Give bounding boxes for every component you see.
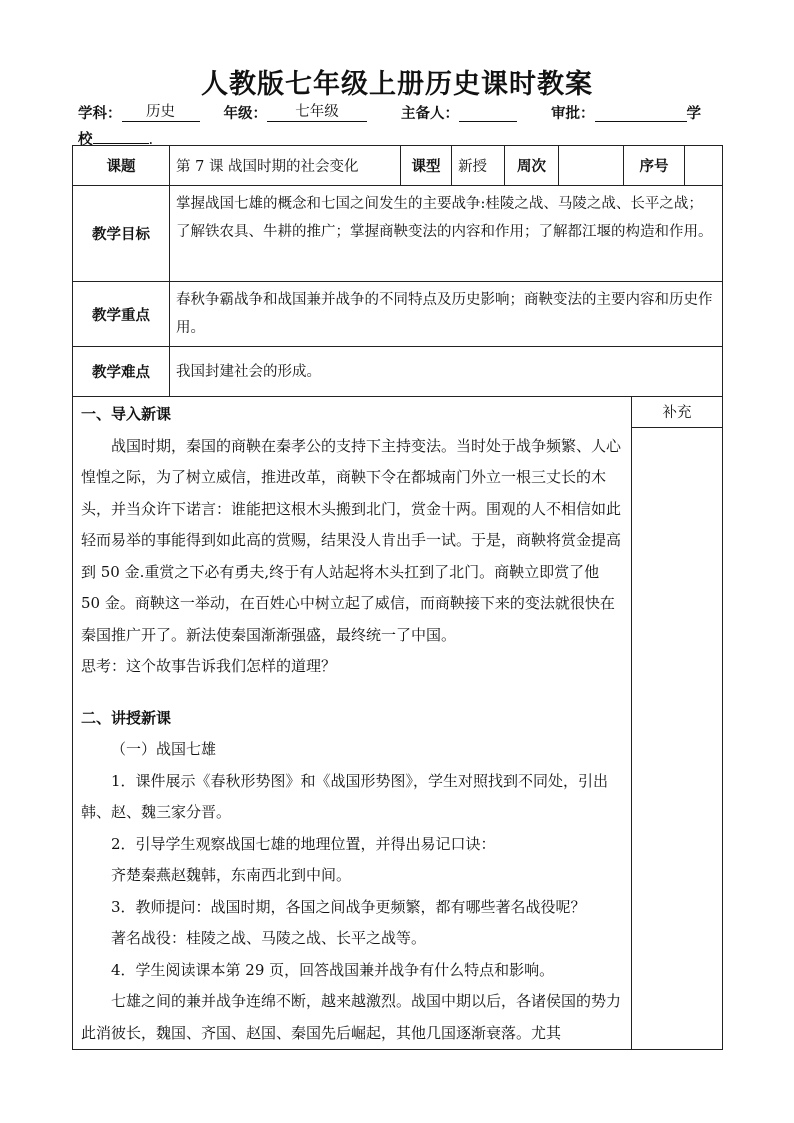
week-value [559,146,624,186]
key-points-row [73,282,723,347]
approve-value [595,103,687,122]
school-value [93,125,149,144]
seq-value [685,146,723,186]
seq-label: 序号 [624,146,685,186]
topic-label: 课题 [73,146,170,186]
page-title: 人教版七年级上册历史课时教案 [201,69,593,100]
type-label: 课型 [401,146,452,186]
approve-label: 审批： [551,105,595,122]
type-value: 新授 [452,146,505,186]
topic-value: 第 7 课 战国时期的社会变化 [170,146,401,186]
list-item: 3．教师提问：战国时期，各国之间战争更频繁，都有哪些著名战役呢？ [111,897,586,916]
school-label-part2: 校 [78,131,93,148]
lesson-meta [78,103,718,151]
preparer-label: 主备人： [401,105,459,122]
difficulties-row [73,347,723,397]
paragraph: 战国时期，秦国的商鞅在秦孝公的支持下主持变法。当时处于战争频繁、人心惶惶之际，为了树立威信，推进改革，商鞅下令在都城南门外立一根三丈长的木头，并当众许下诺言：谁能把这根木头搬到北门，赏金十两。围观的人不相信如此轻而易举的事能得到如此高的赏赐，结果没人肯出手一试。于是，商鞅将赏金提高到 50 金.重赏之下必有勇夫,终于有人站起将木头扛到了北门。商鞅立即赏了他 50 金。商鞅这一举动，在百姓心中树立起了威信，而商鞅接下来的变法就很快在秦国推广开了。新法使秦国渐渐强盛，最终统一了中国。 [81,436,622,644]
school-end: . [148,132,154,148]
header-row [73,146,723,186]
key-points-text: 春秋争霸战争和战国兼并战争的不同特点及历史影响；商鞅变法的主要内容和历史作用。 [170,282,723,347]
week-label: 周次 [505,146,559,186]
grade-value: 七年级 [267,103,367,122]
lesson-plan-table [72,145,723,1050]
grade-label: 年级： [223,105,267,122]
content-row [73,397,723,1050]
paragraph: 七雄之间的兼并战争连绵不断，越来越激烈。战国中期以后，各诸侯国的势力此消彼长，魏国、齐国、赵国、秦国先后崛起，其他几国逐渐衰落。尤其 [81,992,622,1042]
question: 思考：这个故事告诉我们怎样的道理？ [81,657,337,675]
difficulties-text: 我国封建社会的形成。 [170,347,723,397]
objectives-text: 掌握战国七雄的概念和七国之间发生的主要战争:桂陵之战、马陵之战、长平之战；了解铁农具、牛耕的推广；掌握商鞅变法的内容和作用；了解都江堰的构造和作用。 [170,186,723,282]
list-item: 齐楚秦燕赵魏韩，东南西北到中间。 [111,866,352,884]
section-heading: 一、导入新课 [81,405,172,423]
objectives-row [73,186,723,282]
supplement-column [632,397,723,1050]
subsection-heading: （一）战国七雄 [111,740,217,758]
supplement-label: 补充 [632,397,722,428]
list-item: 1．课件展示《春秋形势图》和《战国形势图》，学生对照找到不同处，引出韩、赵、魏三家分晋。 [81,771,609,821]
key-points-label: 教学重点 [73,282,170,347]
list-item: 2．引导学生观察战国七雄的地理位置，并得出易记口诀： [111,834,496,853]
subject-value: 历史 [122,103,200,122]
list-item: 4．学生阅读课本第 29 页，回答战国兼并战争有什么特点和影响。 [111,960,555,979]
difficulties-label: 教学难点 [73,347,170,397]
section-heading: 二、讲授新课 [81,708,172,727]
objectives-label: 教学目标 [73,186,170,282]
subject-label: 学科： [78,105,122,122]
preparer-value [459,103,517,122]
list-item: 著名战役：桂陵之战、马陵之战、长平之战等。 [111,929,427,947]
lesson-content [73,397,632,1050]
school-label-part1: 学 [686,105,701,122]
